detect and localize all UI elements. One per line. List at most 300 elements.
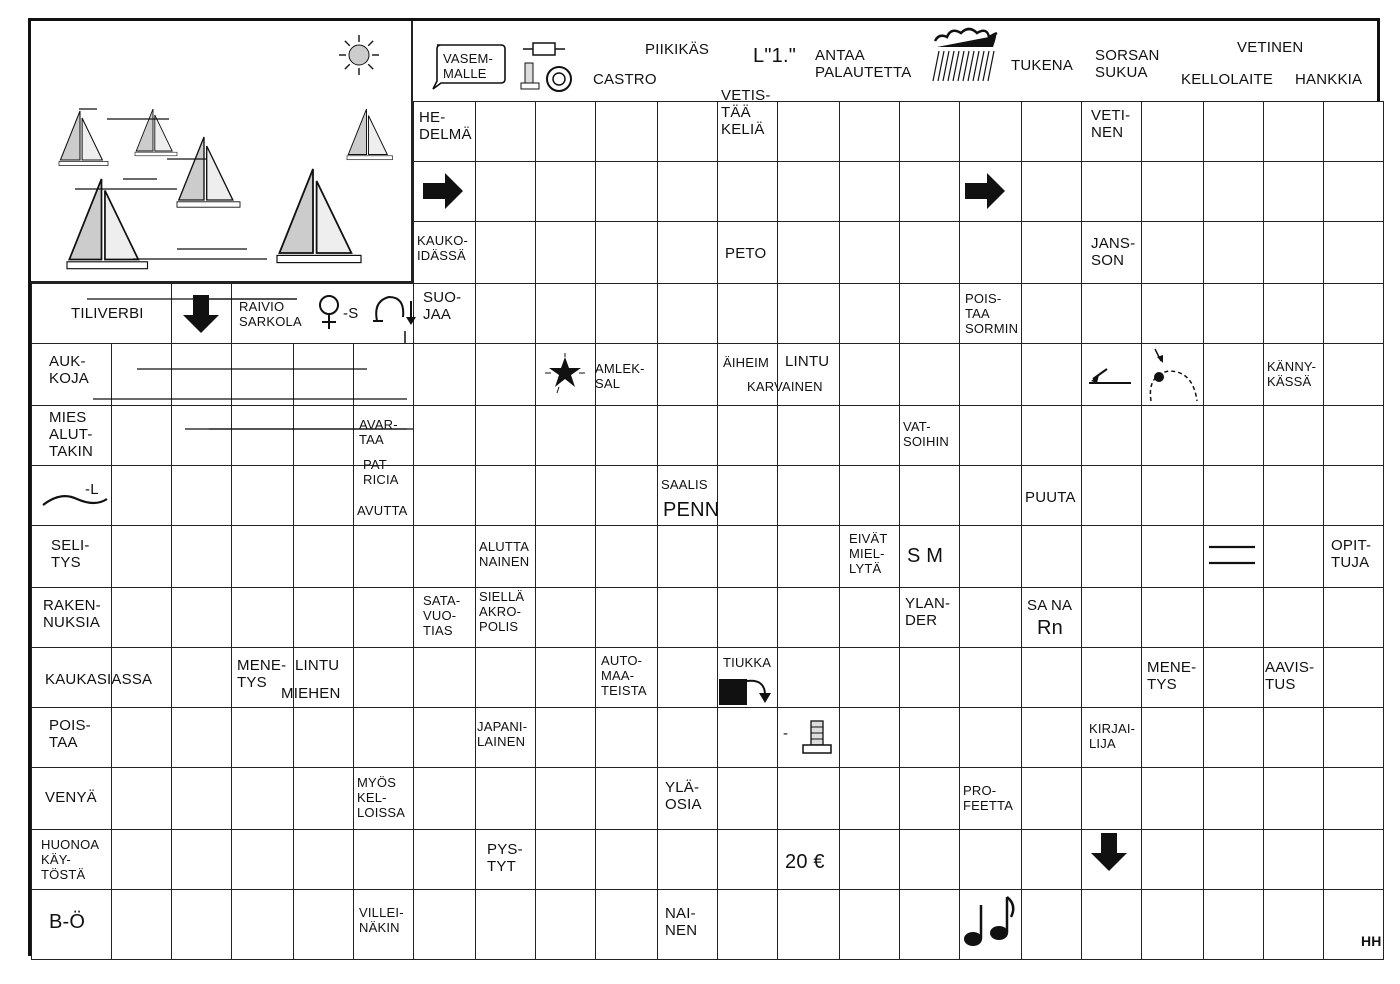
- clue-vetinen: VETI- NEN: [1091, 107, 1131, 141]
- answer-cell[interactable]: [353, 829, 414, 890]
- answer-cell[interactable]: [1203, 465, 1264, 526]
- answer-cell[interactable]: [1141, 767, 1204, 830]
- arrow-right-icon: [965, 173, 1005, 209]
- answer-cell[interactable]: [231, 889, 294, 960]
- answer-cell[interactable]: [595, 587, 658, 648]
- answer-cell[interactable]: [595, 283, 658, 344]
- answer-cell[interactable]: [777, 101, 840, 162]
- clue-japanilainen: JAPANI- LAINEN: [477, 719, 528, 749]
- answer-cell[interactable]: [413, 343, 476, 406]
- female-symbol-icon: [317, 293, 341, 333]
- answer-cell[interactable]: [839, 587, 900, 648]
- clue-kaukasiassa: KAUKASIASSA: [45, 671, 153, 688]
- answer-cell[interactable]: [293, 525, 354, 588]
- answer-cell[interactable]: [959, 829, 1022, 890]
- answer-cell[interactable]: [959, 405, 1022, 466]
- answer-cell[interactable]: [1323, 405, 1384, 466]
- answer-cell[interactable]: [535, 647, 596, 708]
- answer-cell[interactable]: [839, 161, 900, 222]
- answer-cell[interactable]: [1021, 647, 1082, 708]
- answer-cell[interactable]: [657, 283, 718, 344]
- answer-cell[interactable]: [475, 405, 536, 466]
- answer-cell[interactable]: [353, 587, 414, 648]
- answer-cell[interactable]: [595, 707, 658, 768]
- answer-cell[interactable]: [1141, 161, 1204, 222]
- answer-cell[interactable]: [293, 465, 354, 526]
- answer-cell[interactable]: [1203, 889, 1264, 960]
- answer-cell[interactable]: [899, 707, 960, 768]
- answer-cell[interactable]: [839, 465, 900, 526]
- answer-cell[interactable]: [1021, 101, 1082, 162]
- clue-vetinen-top: VETINEN: [1237, 39, 1304, 56]
- answer-cell[interactable]: [777, 525, 840, 588]
- clue-pystyt: PYS- TYT: [487, 841, 523, 875]
- clue-rn: Rn: [1037, 617, 1063, 639]
- clue-puuta: PUUTA: [1025, 489, 1076, 506]
- music-notes-icon: [961, 891, 1021, 951]
- answer-cell[interactable]: [111, 405, 172, 466]
- star-icon: [545, 353, 589, 393]
- answer-cell[interactable]: [777, 161, 840, 222]
- answer-cell[interactable]: [535, 889, 596, 960]
- answer-cell[interactable]: [839, 283, 900, 344]
- answer-cell[interactable]: [1203, 101, 1264, 162]
- answer-cell[interactable]: [839, 829, 900, 890]
- answer-cell[interactable]: [1081, 525, 1142, 588]
- answer-cell[interactable]: [535, 283, 596, 344]
- clue-peto: PETO: [725, 245, 767, 262]
- clue-mies: MIES ALUT- TAKIN: [49, 409, 94, 460]
- answer-cell[interactable]: [1081, 405, 1142, 466]
- answer-cell[interactable]: [1141, 221, 1204, 284]
- answer-cell[interactable]: [717, 767, 778, 830]
- answer-cell[interactable]: [1263, 767, 1324, 830]
- answer-cell[interactable]: [1203, 587, 1264, 648]
- answer-cell[interactable]: [413, 525, 476, 588]
- answer-cell[interactable]: [1203, 829, 1264, 890]
- answer-cell[interactable]: [535, 587, 596, 648]
- answer-cell[interactable]: [293, 707, 354, 768]
- answer-cell[interactable]: [1263, 707, 1324, 768]
- clue-kellolaite: KELLOLAITE: [1181, 71, 1274, 88]
- answer-cell[interactable]: [1081, 161, 1142, 222]
- answer-cell[interactable]: [293, 829, 354, 890]
- answer-cell[interactable]: [1323, 707, 1384, 768]
- answer-cell[interactable]: [171, 525, 232, 588]
- answer-cell[interactable]: [293, 343, 354, 406]
- answer-cell[interactable]: [839, 889, 900, 960]
- answer-cell[interactable]: [1323, 221, 1384, 284]
- clue-nainen: NAI- NEN: [665, 905, 698, 939]
- clue-myos: MYÖS KEL- LOISSA: [357, 775, 406, 820]
- answer-cell[interactable]: [535, 161, 596, 222]
- answer-cell[interactable]: [475, 767, 536, 830]
- clue-amleksal: AMLEK- SAL: [595, 361, 645, 391]
- answer-cell[interactable]: [1323, 343, 1384, 406]
- clue-hedelma: HE- DELMÄ: [419, 109, 472, 143]
- answer-cell[interactable]: [717, 343, 778, 406]
- answer-cell[interactable]: [839, 767, 900, 830]
- answer-cell[interactable]: [1021, 525, 1082, 588]
- answer-cell[interactable]: [1203, 767, 1264, 830]
- answer-cell[interactable]: [1263, 889, 1324, 960]
- answer-cell[interactable]: [413, 465, 476, 526]
- answer-cell[interactable]: [171, 767, 232, 830]
- answer-cell[interactable]: [1021, 221, 1082, 284]
- answer-cell[interactable]: [657, 525, 718, 588]
- answer-cell[interactable]: [959, 587, 1022, 648]
- clue-menetys1: MENE- TYS: [237, 657, 287, 691]
- clue-kirjailija: KIRJAI- LIJA: [1089, 721, 1136, 751]
- answer-cell[interactable]: [171, 707, 232, 768]
- answer-cell[interactable]: [1081, 465, 1142, 526]
- answer-cell[interactable]: [595, 889, 658, 960]
- answer-cell[interactable]: [353, 647, 414, 708]
- answer-cell[interactable]: [1021, 161, 1082, 222]
- answer-cell[interactable]: [475, 889, 536, 960]
- answer-cell[interactable]: [717, 525, 778, 588]
- answer-cell[interactable]: [717, 587, 778, 648]
- answer-cell[interactable]: [1081, 767, 1142, 830]
- answer-cell[interactable]: [959, 465, 1022, 526]
- clue-ylander: YLAN- DER: [905, 595, 951, 629]
- answer-cell[interactable]: [899, 647, 960, 708]
- answer-cell[interactable]: [1021, 343, 1082, 406]
- answer-cell[interactable]: [1021, 283, 1082, 344]
- answer-cell[interactable]: [1081, 283, 1142, 344]
- clue-tiukka: TIUKKA: [723, 655, 772, 670]
- answer-cell[interactable]: [959, 343, 1022, 406]
- answer-cell[interactable]: [839, 647, 900, 708]
- answer-cell[interactable]: [777, 587, 840, 648]
- answer-cell[interactable]: [413, 889, 476, 960]
- answer-cell[interactable]: [475, 161, 536, 222]
- answer-cell[interactable]: [657, 161, 718, 222]
- answer-cell[interactable]: [1021, 767, 1082, 830]
- answer-cell[interactable]: [595, 525, 658, 588]
- answer-cell[interactable]: [353, 343, 414, 406]
- clue-opittuja: OPIT- TUJA: [1331, 537, 1372, 571]
- answer-cell[interactable]: [959, 525, 1022, 588]
- clue-patricia: PAT- RICIA: [363, 457, 399, 487]
- answer-cell[interactable]: [1021, 829, 1082, 890]
- answer-cell[interactable]: [777, 767, 840, 830]
- answer-cell[interactable]: [899, 161, 960, 222]
- answer-cell[interactable]: [1141, 465, 1204, 526]
- sailboats-icon: [37, 99, 413, 279]
- answer-cell[interactable]: [717, 405, 778, 466]
- answer-cell[interactable]: [595, 465, 658, 526]
- answer-cell[interactable]: [839, 101, 900, 162]
- answer-cell[interactable]: [1323, 465, 1384, 526]
- clue-saalis: SAALIS: [661, 477, 708, 492]
- answer-cell[interactable]: [1263, 465, 1324, 526]
- answer-cell[interactable]: [1263, 525, 1324, 588]
- answer-cell[interactable]: [1263, 161, 1324, 222]
- pointer-arrow-icon: [1087, 363, 1133, 393]
- answer-cell[interactable]: [1323, 587, 1384, 648]
- answer-cell[interactable]: [657, 343, 718, 406]
- wave-line-icon: [41, 483, 111, 513]
- clue-jansson: JANS- SON: [1091, 235, 1136, 269]
- answer-cell[interactable]: [1203, 161, 1264, 222]
- clue-huonoa: HUONOA KÄY- TÖSTÄ: [41, 837, 100, 882]
- answer-cell[interactable]: [475, 647, 536, 708]
- answer-cell[interactable]: [839, 707, 900, 768]
- answer-cell[interactable]: [1263, 221, 1324, 284]
- clue-lintu1: LINTU: [785, 353, 830, 370]
- answer-cell[interactable]: [777, 465, 840, 526]
- rain-cloud-icon: [931, 23, 1003, 87]
- clue-penn: PENN: [663, 499, 720, 521]
- clue-vasemmalle: VASEM- MALLE: [443, 51, 494, 81]
- answer-cell[interactable]: [1323, 161, 1384, 222]
- answer-cell[interactable]: [111, 465, 172, 526]
- answer-cell[interactable]: [1263, 829, 1324, 890]
- answer-cell[interactable]: [1203, 707, 1264, 768]
- answer-cell[interactable]: [1323, 829, 1384, 890]
- answer-cell[interactable]: [1203, 405, 1264, 466]
- answer-cell[interactable]: [1203, 283, 1264, 344]
- answer-cell[interactable]: [413, 767, 476, 830]
- dot-arc-icon: [1145, 345, 1201, 403]
- answer-cell[interactable]: [231, 465, 294, 526]
- answer-cell[interactable]: [1081, 587, 1142, 648]
- clue-bo: B-Ö: [49, 911, 86, 933]
- answer-cell[interactable]: [899, 889, 960, 960]
- answer-cell[interactable]: [111, 343, 172, 406]
- answer-cell[interactable]: [1323, 647, 1384, 708]
- answer-cell[interactable]: [839, 343, 900, 406]
- answer-cell[interactable]: [595, 101, 658, 162]
- clue-satavuotias: SATA- VUO- TIAS: [423, 593, 461, 638]
- answer-cell[interactable]: [657, 587, 718, 648]
- answer-cell[interactable]: [535, 221, 596, 284]
- answer-cell[interactable]: [657, 101, 718, 162]
- answer-cell[interactable]: [231, 829, 294, 890]
- arrow-down-icon: [1091, 833, 1127, 871]
- clue-suojaa: SUO- JAA: [423, 289, 462, 323]
- answer-cell[interactable]: [1263, 101, 1324, 162]
- answer-cell[interactable]: [535, 525, 596, 588]
- crossword-grid: [28, 18, 1380, 956]
- answer-cell[interactable]: [717, 829, 778, 890]
- clue-minus-bolt: -: [783, 725, 789, 742]
- answer-cell[interactable]: [959, 221, 1022, 284]
- clue-aluttanainen: ALUTTA NAINEN: [479, 539, 530, 569]
- answer-cell[interactable]: [595, 221, 658, 284]
- answer-cell[interactable]: [171, 647, 232, 708]
- answer-cell[interactable]: [1141, 101, 1204, 162]
- answer-cell[interactable]: [1081, 889, 1142, 960]
- answer-cell[interactable]: [717, 283, 778, 344]
- answer-cell[interactable]: [475, 465, 536, 526]
- answer-cell[interactable]: [717, 707, 778, 768]
- clue-profeetta: PRO- FEETTA: [963, 783, 1014, 813]
- answer-cell[interactable]: [1141, 829, 1204, 890]
- answer-cell[interactable]: [1021, 707, 1082, 768]
- answer-cell[interactable]: [293, 767, 354, 830]
- answer-cell[interactable]: [475, 283, 536, 344]
- answer-cell[interactable]: [1263, 587, 1324, 648]
- clue-karvainen: KARVAINEN: [747, 379, 823, 394]
- clue-poistaa-sormin: POIS- TAA SORMIN: [965, 291, 1019, 336]
- answer-cell[interactable]: [959, 101, 1022, 162]
- answer-cell[interactable]: [595, 405, 658, 466]
- answer-cell[interactable]: [475, 343, 536, 406]
- answer-cell[interactable]: [899, 343, 960, 406]
- answer-cell[interactable]: [1021, 889, 1082, 960]
- clue-piikikas: PIIKIKÄS: [645, 41, 710, 58]
- answer-cell[interactable]: [1021, 405, 1082, 466]
- answer-cell[interactable]: [1141, 889, 1204, 960]
- answer-cell[interactable]: [353, 525, 414, 588]
- answer-cell[interactable]: [171, 829, 232, 890]
- clue-female-s: -S: [343, 305, 359, 322]
- clue-vatsoihin: VAT- SOIHIN: [903, 419, 949, 449]
- answer-cell[interactable]: [111, 587, 172, 648]
- answer-cell[interactable]: [231, 525, 294, 588]
- answer-cell[interactable]: [717, 889, 778, 960]
- answer-cell[interactable]: [595, 829, 658, 890]
- answer-cell[interactable]: [777, 283, 840, 344]
- answer-cell[interactable]: [657, 707, 718, 768]
- answer-cell[interactable]: [777, 647, 840, 708]
- answer-cell[interactable]: [839, 221, 900, 284]
- answer-cell[interactable]: [1263, 283, 1324, 344]
- answer-cell[interactable]: [231, 405, 294, 466]
- answer-cell[interactable]: [535, 405, 596, 466]
- answer-cell[interactable]: [413, 405, 476, 466]
- answer-cell[interactable]: [839, 405, 900, 466]
- clue-tiliverbi: TILIVERBI: [71, 305, 144, 322]
- eye-arrow-icon: [371, 291, 417, 343]
- answer-cell[interactable]: [535, 465, 596, 526]
- answer-cell[interactable]: [1141, 405, 1204, 466]
- clue-automaa: AUTO- MAA- TEISTA: [601, 653, 647, 698]
- answer-cell[interactable]: [293, 587, 354, 648]
- answer-cell[interactable]: [111, 829, 172, 890]
- clue-aavistus: AAVIS- TUS: [1265, 659, 1315, 693]
- answer-cell[interactable]: [535, 707, 596, 768]
- clue-venya: VENYÄ: [45, 789, 97, 806]
- answer-cell[interactable]: [231, 767, 294, 830]
- answer-cell[interactable]: [413, 707, 476, 768]
- clue-villei: VILLEI- NÄKIN: [359, 905, 404, 935]
- answer-cell[interactable]: [657, 221, 718, 284]
- answer-cell[interactable]: [413, 647, 476, 708]
- answer-cell[interactable]: [171, 465, 232, 526]
- answer-cell[interactable]: [595, 161, 658, 222]
- answer-cell[interactable]: [111, 767, 172, 830]
- answer-cell[interactable]: [657, 647, 718, 708]
- clue-castro: CASTRO: [593, 71, 657, 88]
- answer-cell[interactable]: [1141, 283, 1204, 344]
- answer-cell[interactable]: [535, 101, 596, 162]
- answer-cell[interactable]: [1323, 283, 1384, 344]
- answer-cell[interactable]: [1323, 767, 1384, 830]
- answer-cell[interactable]: [231, 343, 294, 406]
- answer-cell[interactable]: [475, 221, 536, 284]
- clue-aukkoja: AUK- KOJA: [49, 353, 89, 387]
- clue-avutta: AVUTTA: [357, 503, 408, 518]
- equals-icon: [1209, 543, 1257, 567]
- answer-cell[interactable]: [899, 465, 960, 526]
- answer-cell[interactable]: [1141, 587, 1204, 648]
- answer-cell[interactable]: [171, 343, 232, 406]
- answer-cell[interactable]: [111, 889, 172, 960]
- answer-cell[interactable]: [535, 829, 596, 890]
- sun-icon: [333, 33, 383, 78]
- answer-cell[interactable]: [1263, 405, 1324, 466]
- answer-cell[interactable]: [1203, 647, 1264, 708]
- answer-cell[interactable]: [1081, 647, 1142, 708]
- clue-rakennuksia: RAKEN- NUKSIA: [43, 597, 101, 631]
- bolt-icon: [795, 719, 835, 759]
- answer-cell[interactable]: [1141, 525, 1204, 588]
- answer-cell[interactable]: [899, 221, 960, 284]
- answer-cell[interactable]: [717, 465, 778, 526]
- clue-ylaosia: YLÄ- OSIA: [665, 779, 702, 813]
- clue-aiheim: ÄIHEIM: [723, 355, 769, 370]
- answer-cell[interactable]: [959, 647, 1022, 708]
- answer-cell[interactable]: [899, 283, 960, 344]
- answer-cell[interactable]: [475, 101, 536, 162]
- clue-sm: S M: [907, 545, 944, 567]
- answer-cell[interactable]: [1203, 221, 1264, 284]
- answer-cell[interactable]: [231, 707, 294, 768]
- answer-cell[interactable]: [595, 767, 658, 830]
- answer-cell[interactable]: [777, 889, 840, 960]
- answer-cell[interactable]: [899, 767, 960, 830]
- answer-cell[interactable]: [171, 889, 232, 960]
- answer-cell[interactable]: [1141, 707, 1204, 768]
- answer-cell[interactable]: [717, 161, 778, 222]
- answer-cell[interactable]: [899, 829, 960, 890]
- answer-cell[interactable]: [293, 889, 354, 960]
- clue-vetistaa: VETIS- TÄÄ KELIÄ: [721, 87, 771, 138]
- clue-euro: 20 €: [785, 851, 825, 873]
- answer-cell[interactable]: [171, 587, 232, 648]
- answer-cell[interactable]: [959, 707, 1022, 768]
- answer-cell[interactable]: [535, 767, 596, 830]
- answer-cell[interactable]: [777, 405, 840, 466]
- clue-avartaa: AVAR- TAA: [359, 417, 398, 447]
- clue-selitys: SELI- TYS: [51, 537, 90, 571]
- clue-l1: L"1.": [753, 45, 797, 67]
- answer-cell[interactable]: [657, 829, 718, 890]
- clue-antaa: ANTAA PALAUTETTA: [815, 47, 912, 81]
- answer-cell[interactable]: [293, 405, 354, 466]
- answer-cell[interactable]: [413, 829, 476, 890]
- clue-hankkia: HANKKIA: [1295, 71, 1363, 88]
- answer-cell[interactable]: [777, 221, 840, 284]
- clue-miehen: MIEHEN: [281, 685, 341, 702]
- clue-tukena: TUKENA: [1011, 57, 1074, 74]
- answer-cell[interactable]: [231, 587, 294, 648]
- signature: HH: [1361, 933, 1382, 949]
- answer-cell[interactable]: [353, 707, 414, 768]
- answer-cell[interactable]: [657, 405, 718, 466]
- answer-cell[interactable]: [1323, 101, 1384, 162]
- clue-akropolis: SIELLÄ AKRO- POLIS: [479, 589, 525, 634]
- answer-cell[interactable]: [899, 101, 960, 162]
- answer-cell[interactable]: [111, 525, 172, 588]
- clue-sorsan: SORSAN SUKUA: [1095, 47, 1160, 81]
- answer-cell[interactable]: [171, 405, 232, 466]
- answer-cell[interactable]: [1203, 343, 1264, 406]
- answer-cell[interactable]: [111, 707, 172, 768]
